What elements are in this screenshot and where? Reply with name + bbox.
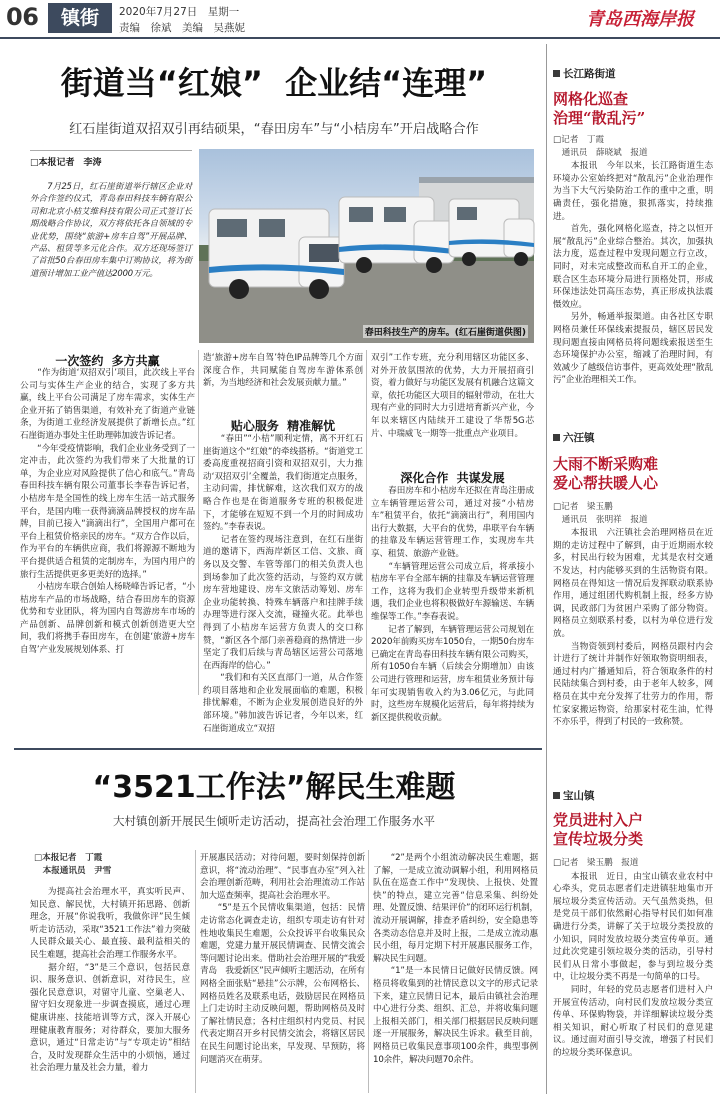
- side2-title: 大雨不断采购难 爱心帮扶暖人心: [553, 455, 659, 492]
- story-divider: [14, 748, 542, 750]
- side3-block: [553, 788, 713, 1061]
- page-header: [0, 0, 720, 40]
- story2-reporter: □本报记者 丁霞 本报通讯员 尹雪: [34, 853, 112, 876]
- header-rule: [0, 37, 720, 39]
- story1-subheadline: 红石崖街道双招双引再结硕果，“春田房车”与“小桔房车”开启战略合作: [69, 122, 479, 137]
- story1-col2: “春田”“小桔”顺利定情，离不开红石崖街道这个“红娘”的牵线搭桥。“街道党工委高度重视招商引资和双招双引，大力推动‘双招双引’全覆盖，我们街道定点服务，主动问需，排忧解难，这次我们双方的战略合作也是在街道服务专班的积极促进下，才能够在短短不到一个月的时间成功签约。”李春表说。 记者在签约现场注意到，在红石崖街道的邀请下，西海岸新区工信、文旅、商务以及交警、车管等部门的相关负责人也到场参加了此次签约活动，与签约双方就房车营地建设、房车文旅活动筹划、房车企业功能转换、特殊车辆落户和挂牌手续办理等进行深入交流，碰撞火花。此举也得到了小桔房车运营方负责人的交口称赞，“新区各个部门亲善稳商的热情进一步坚定了我们后续与青岛辖区运营公司落地在西海岸的信心。” “我们和有关区直部门一道，从合作签约项目落地和企业发展面临的难题，积极排忧解难，不断为企业发展创造良好的外部环境。”韩加波告诉记者，今年以来，红石崖街道成立“双招: [203, 434, 363, 734]
- story1-subhead-2: 贴心服务 精准解忧: [230, 419, 336, 433]
- side2-label: 六汪镇: [553, 430, 713, 445]
- story2-subheadline: 大村镇创新开展民生倾听走访活动，提高社会治理工作服务水平: [113, 814, 435, 828]
- side1-label: 长江路街道: [553, 66, 713, 81]
- lead-box: [30, 150, 192, 338]
- column-rule: [198, 350, 199, 695]
- sidebar-rule: [546, 44, 547, 1094]
- column-rule: [366, 350, 367, 695]
- column-rule: [368, 850, 369, 1093]
- story1-subhead-3: 深化合作 共谋发展: [400, 471, 505, 485]
- side3-body: 本报讯 近日，由宝山镇农业农村中心牵头，党员志愿者们走进镇驻地集市开展垃圾分类宣传活动。天气虽然炎热，但是党员干部们依然耐心指导村民们如何准确进行分类，讲解了关于垃圾分类投放的小知识，同时发放垃圾分类宣传单页。通过此次党建引领垃圾分类的活动，引导村民们从日常小事做起，参与到垃圾分类中，让垃圾分类不再是一句简单的口号。 同时，年轻的党员志愿者们进村入户开展宣传活动，向村民们发放垃圾分类宣传单、环保购物袋，并详细解读垃圾分类相关知识，耐心听取了村民们的意见建议。通过面对面引导交流，增强了村民们的垃圾分类环保意识。: [553, 871, 713, 1058]
- story1-col3-top: 双引”工作专班，充分利用辖区功能区多、对外开放氛围浓的优势，大力开展招商引资，着力做好与功能区发展有机融合这篇文章，依托功能区大项目的辐射带动，在壮大现有产业的同时大力引进培育新兴产业，今年以来辖区内陆续开工建设了华帮5G芯片、中瑞威飞一期等一批重点产业项目。: [371, 353, 534, 439]
- column-rule: [195, 850, 196, 1093]
- section-name: 镇街: [48, 3, 112, 33]
- side3-title: 党员进村入户 宣传垃圾分类: [553, 811, 644, 848]
- side1-block: [553, 44, 713, 387]
- photo-caption: 春田科技生产的房车。(红石崖街道供图): [363, 325, 528, 338]
- story1-col3: 春田房车和小桔房车还拟在青岛注册成立车辆管理运营公司，通过对接“小桔房车”租赁平台，依托“滴滴出行”，利用国内出行大数据，大平台的优势，串联平台车辆的挂靠及车辆运营管理工作，实现房车共享、租赁、旅游产业链。 “车辆管理运营公司成立后，将承接小桔房车平台全部车辆的挂靠及车辆运营管理工作，这将为我们企业转型升级带来新机遇，我们企业也将积极做好车源输送、车辆维保等工作。”李春表说。 记者了解到，车辆管理运营公司规划在2020年前购买房车1050台，一期50台房车已确定在青岛春田科技车辆有限公司购买，所有1050台车辆（后续会分期增加）由该公司进行管理和运营，房车租赁业务预计每年可实现销售收入约为3.06亿元，与此同时，这些房车规模化运营后，每年将持续为新区提供税收贡献。: [371, 486, 534, 723]
- newspaper-logo: 青岛西海岸报: [586, 9, 694, 30]
- story1-lead: 7月25日，红石崖街道举行辖区企业对外合作签约仪式，青岛春田科技车辆有限公司和北京小桔艾维科技有限公司正式签订长期战略合作协议，双方将依托各自领域的专业优势，围绕“旅游+房车自驾”开展品牌、产品、租赁等多元化合作。双方还现场签订了首批50台春田房车集中订购协议，将为街道预计增加工业产值达2000万元。: [30, 181, 192, 278]
- editor-credits: 责编 徐斌 美编 吴燕妮: [119, 22, 245, 34]
- page-number: 06: [6, 3, 39, 31]
- story2-col1: 为提高社会治理水平，真实听民声、知民意、解民忧，大村镇开拓思路、创新理念，开展“你说我听，我做你评”民生倾听走访活动，采取“3521工作法”着力突破人民群众最关心、最直接、最利益相关的民生难题，提高社会治理工作服务水平。 据介绍，“3”是三个意识，包括民意识、服务意识、创新意识，对待民生，应强化民意意识，对留守儿童、空巢老人、留守妇女现象进一步调查摸底，通过心理健康讲座、技能培训等方式，深入开展心理健康教育服务；对待群众，要加大服务意识，通过“日常走访”与“专项走访”相结合，及时发现群众生活中的小烦恼，通过社会治理力量及社会力量，着力: [30, 887, 190, 1074]
- side1-body: 本报讯 今年以来，长江路街道生态环境办公室始终把对“散乱污”企业治理作为当下大气污染防治工作的重中之重，明确责任，强化措施，狠抓落实，持续推进。 首先，强化网格化巡查，持之以恒开展“散乱污”企业综合整治。其次，加强执法力度，巡查过程中发现问题立行立改，同时，对未完成整改而私自开工的企业，联合区生态环境分局进行顶格处罚，形成环保违法处罚高压态势，真正形成执法震慑效应。 另外，畅通举报渠道。由各社区专职网格员兼任环保线索提报员，辖区居民发现问题直接由网格员将问题线索报送至生态环境保护办公室，缩减了治理时间，有效减少了越级信访事件，更高效处理“散乱污”企业治理相关工作。: [553, 161, 713, 386]
- side2-reporter: □记者 梁玉鹏 通讯员 张明祥 报道: [553, 502, 648, 525]
- story1-subhead-1: 一次签约 多方共赢: [55, 354, 160, 368]
- story2-col2: 开展惠民活动；对待问题，要时刻保持创新意识，将“流动治理”、“民事直办室”列入社会治理创新范畴，利用社会治理流动工作站加大巡查频率，提高社会治理水平。 “5”是五个民情收集渠道，包括：民情走访常态化调查走访，组织专项走访有针对性地收集民生难题，公众投诉平台收集民众难题，党建力量开展民情调查、民情交流会等问题讨论出来。借助社会治理开展的“我爱青岛 我爱新区”民声倾听主题活动，在所有网格全面张贴“悬挂”公示牌，公布网格长、网格员姓名及联系电话，鼓励居民在网格员上门走访时主动反映问题，帮助网格员及时了解社情民意；各村庄组织村内党员、村民代表定期召开乡村民情交流会，将辖区居民在民生问题讨论出来，早发现、早预防，将问题消灭在萌芽。: [200, 853, 365, 1065]
- story1-reporter: □本报记者 李涛: [30, 158, 102, 168]
- side2-body: 本报讯 六汪镇社会治理网格员在近期的走访过程中了解到，由于近期雨水较多，村民出行较为困难，尤其是农村交通不发达，村内能够买到的生活物资有限。网格员在得知这一情况后发挥联动联系协作用，通过组团代购机制上报，经多方协调，民政部门为贫困户采购了部分物资。网格员立刻联系村委，以村为单位进行发放。 当物资领到村委后，网格员跟村内会计进行了统计并制作好领取物资明细表，通过村内广播通知后，符合领取条件的村民陆续集合到村委，由于老年人较多，网格员在其中充分发挥了壮劳力的作用，帮忙家家搬运物资，给那家村花生油，忙得不亦乐乎，得到了村民的一致称赞。: [553, 528, 713, 728]
- side3-label: 宝山镇: [553, 788, 713, 803]
- story1-col1: “作为街道‘双招双引’项目，此次线上平台公司与实体生产企业的结合，实现了多方共赢，线上平台公司满足了房车需求，实体生产企业开拓了销售渠道，有效补充了街道产业链条，为街道工业经济发展提供了新增长点。”红石崖街道办事处主任助理韩加波告诉记者。 “今年受疫情影响，我们企业业务受到了一定冲击，此次签约为我们带来了大批量的订单，为企业应对风险提供了信心和底气。”青岛春田科技车辆有限公司董事长李春告诉记者，小桔房车是全国性的线上房车生活一站式服务平台，是国内唯一获得滴滴品牌授权的房车品牌，目前已接入“滴滴出行”，全国用户都可在平台上租赁价格亲民的房车。“双方合作以后，作为平台的车辆供应商，我们将源源不断地为平台提供适合租赁的定制房车，为国内用户的旅行生活提供更多更美好的选择。” 小桔房车联合创始人杨晓峰告诉记者，“小桔房车产品的市场战略，结合春田房车的资源优势和专业团队，将为国内自驾游房车市场的产品创新、品牌创新和模式创新创造更大空间，我们将携手春田房车，在创建‘旅游+房车自驾’产业发展规划体系、打: [20, 368, 195, 656]
- side1-title: 网格化巡查 治理“散乱污”: [553, 90, 646, 127]
- side1-reporter: □记者 丁霞 通讯员 薛晓斌 报道: [553, 135, 648, 158]
- story2-headline: “3521工作法”解民生难题: [92, 770, 456, 805]
- story2-col3: “2”是两个小组流动解决民生难题，据了解，一是成立流动调解小组，利用网格员队伍在巡查工作中“发现快、上报快、处置快”的特点，建立完善“信息采集、纠纷处理、处置反馈、结果评价”的闭环运行机制，流动开展调解，排查矛盾纠纷，安全隐患等各类动态信息并及时上报，二是成立流动惠民小组，每月定期下村开展惠民服务工作，解决民生问题。 “1”是一本民情日记做好民情反馈。网格员将收集到的社情民意以文字的形式记录下来，建立民情日记本，最后由镇社会治理中心进行分类、组织、汇总，并将收集问题上报相关部门，相关部门根据居民反映问题逐一开展服务，解决民生诉求。截至目前，网格员已收集民意事项100余件，典型事例10余件，解决问题70余件。: [373, 853, 538, 1065]
- rv-photo: [199, 149, 534, 343]
- issue-date: 2020年7月27日 星期一: [119, 6, 240, 18]
- side2-block: [553, 430, 713, 729]
- story1-headline: 街道当“红娘” 企业结“连理”: [60, 64, 488, 102]
- side3-reporter: □记者 梁玉鹏 报道: [553, 858, 639, 868]
- story1-col2-top: 造‘旅游+房车自驾’特色IP品牌等几个方面深度合作，共同赋能自驾房车游体系创新，为当地经济和社会发展贡献力量。”: [203, 353, 363, 389]
